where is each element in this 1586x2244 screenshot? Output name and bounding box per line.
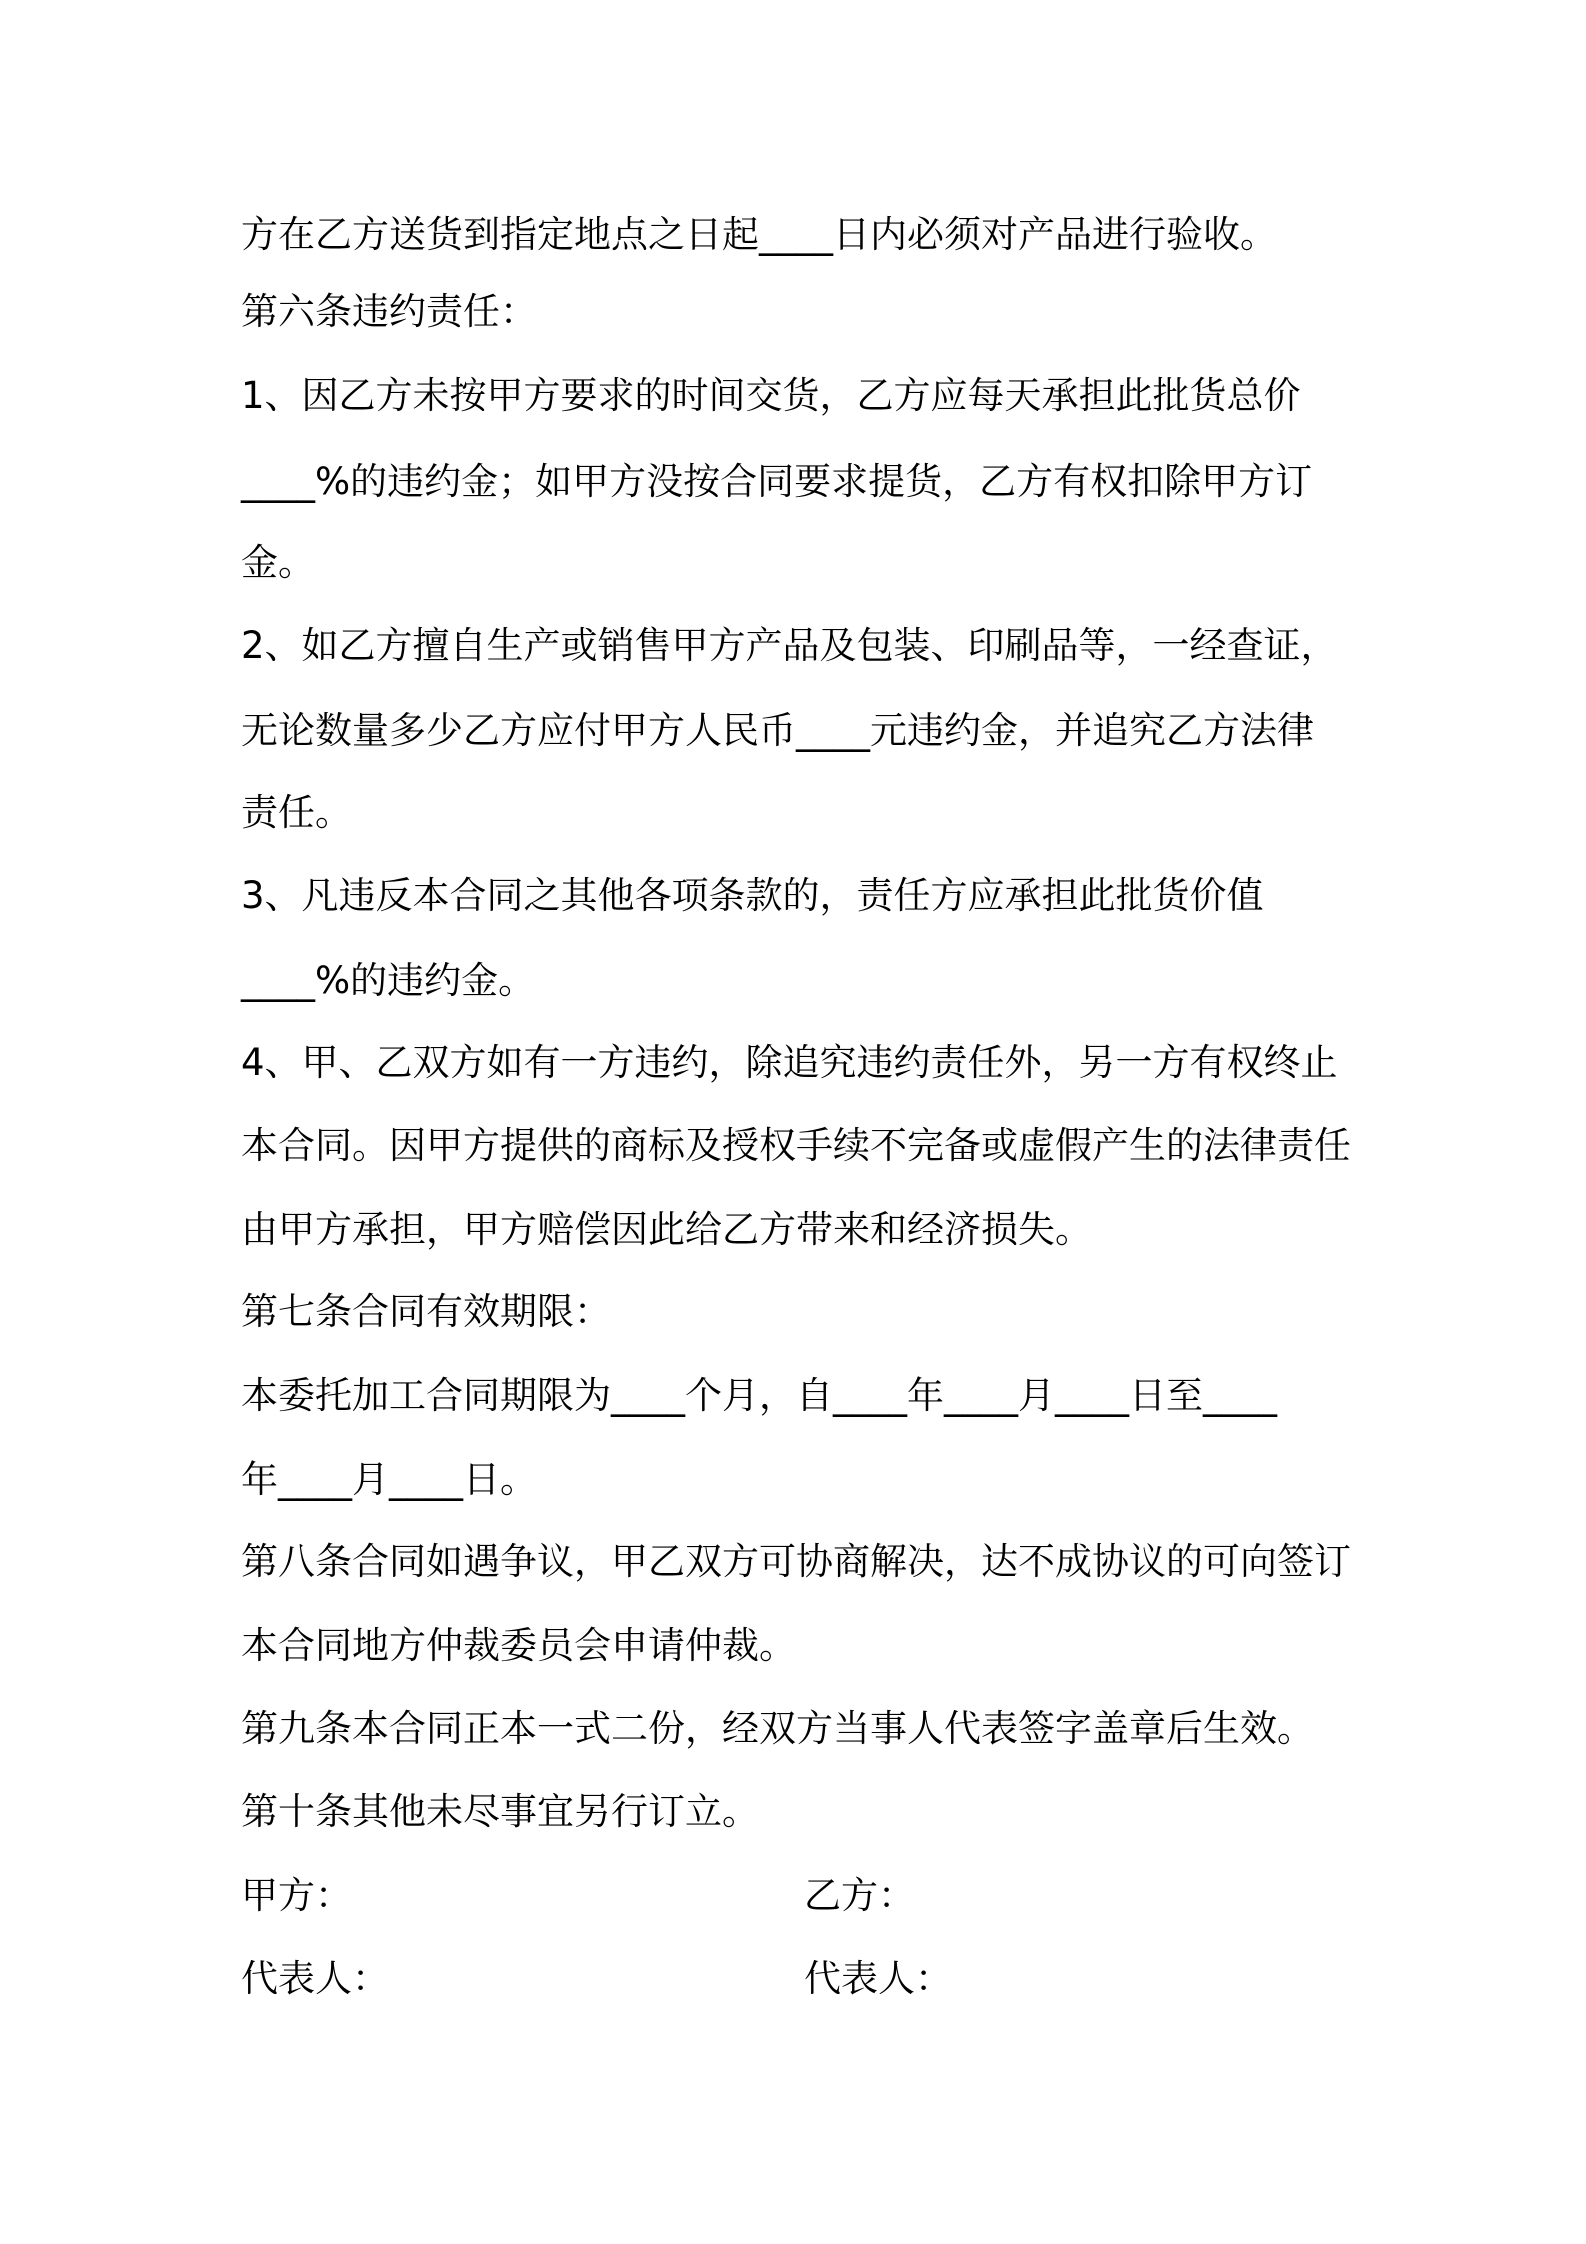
- paragraph-line: 方在乙方送货到指定地点之日起____日内必须对产品进行验收。: [241, 213, 1277, 256]
- paragraph-line: 第十条其他未尽事宜另行订立。: [241, 1790, 759, 1833]
- paragraph-line: 本合同。因甲方提供的商标及授权手续不完备或虚假产生的法律责任: [241, 1124, 1351, 1167]
- party-a-label: 甲方：: [241, 1874, 352, 1917]
- section-heading: 第七条合同有效期限：: [241, 1290, 611, 1333]
- paragraph-line: 本合同地方仲裁委员会申请仲裁。: [241, 1624, 796, 1667]
- representative-b-label: 代表人：: [804, 1957, 952, 2000]
- paragraph-line: 由甲方承担，甲方赔偿因此给乙方带来和经济损失。: [241, 1208, 1092, 1251]
- paragraph-line: 年____月____日。: [241, 1458, 537, 1501]
- party-b-label: 乙方：: [804, 1874, 915, 1917]
- paragraph-line: 3、凡违反本合同之其他各项条款的，责任方应承担此批货价值: [241, 874, 1264, 917]
- paragraph-line: 第八条合同如遇争议，甲乙双方可协商解决，达不成协议的可向签订: [241, 1540, 1351, 1583]
- paragraph-line: 金。: [241, 541, 315, 584]
- paragraph-line: ____%的违约金。: [241, 959, 536, 1002]
- representative-a-label: 代表人：: [241, 1957, 389, 2000]
- paragraph-line: 4、甲、乙双方如有一方违约，除追究违约责任外，另一方有权终止: [241, 1041, 1338, 1084]
- paragraph-line: 本委托加工合同期限为____个月，自____年____月____日至____: [241, 1374, 1277, 1417]
- paragraph-line: 2、如乙方擅自生产或销售甲方产品及包装、印刷品等，一经查证，: [241, 624, 1338, 667]
- section-heading: 第六条违约责任：: [241, 290, 537, 333]
- paragraph-line: 无论数量多少乙方应付甲方人民币____元违约金，并追究乙方法律: [241, 709, 1314, 752]
- paragraph-line: 第九条本合同正本一式二份，经双方当事人代表签字盖章后生效。: [241, 1707, 1314, 1750]
- paragraph-line: 责任。: [241, 791, 352, 834]
- paragraph-line: 1、因乙方未按甲方要求的时间交货，乙方应每天承担此批货总价: [241, 374, 1301, 417]
- paragraph-line: ____%的违约金；如甲方没按合同要求提货，乙方有权扣除甲方订: [241, 460, 1313, 503]
